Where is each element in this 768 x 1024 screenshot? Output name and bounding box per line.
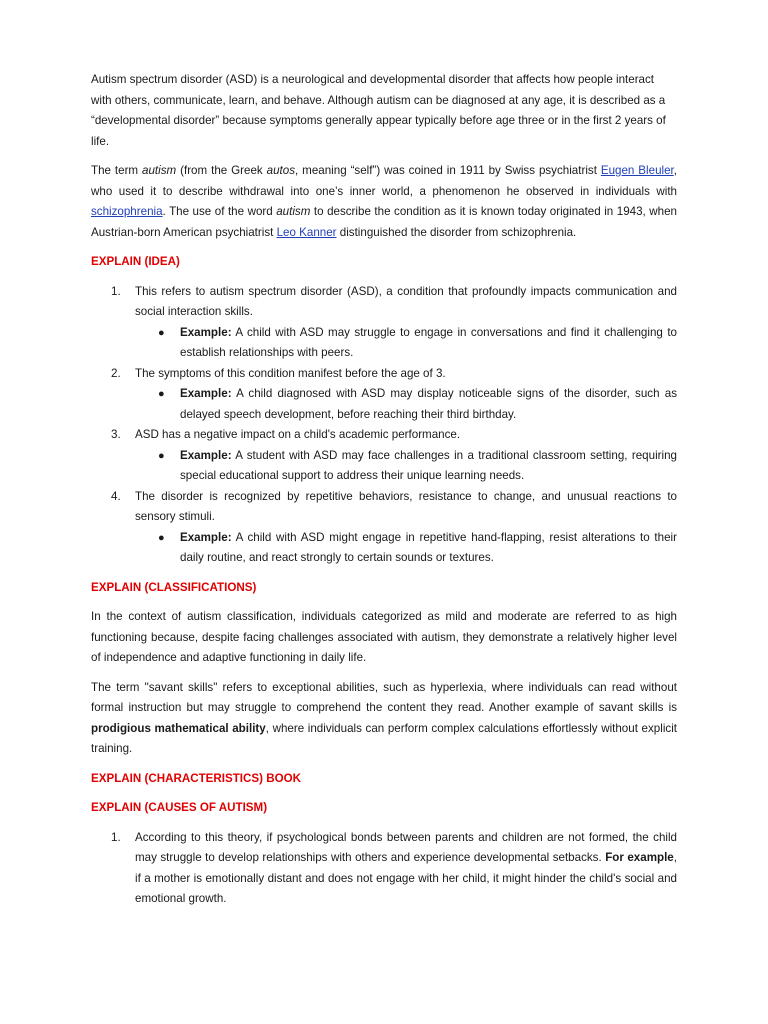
for-example-label: For example [605, 851, 674, 864]
bullet-icon: ● [158, 388, 165, 400]
heading-classifications: EXPLAIN (CLASSIFICATIONS) [91, 580, 257, 594]
list-number: 4. [111, 489, 121, 503]
term-autos: autos [266, 164, 296, 177]
example-item [135, 384, 677, 425]
classification-paragraph: In the context of autism classification, individuals categorized as mild and moderate are referred to as high functioning because, despite facing challenges associated with autism, they demonstrate a relatively higher level of independence and adaptive functioning in daily life. [91, 610, 677, 664]
term-autism: autism [142, 164, 177, 177]
idea-list [91, 282, 677, 569]
heading-causes: EXPLAIN (CAUSES OF AUTISM) [91, 801, 268, 814]
link-leo-kanner[interactable]: Leo Kanner [276, 225, 337, 239]
heading-idea: EXPLAIN (IDEA) [91, 255, 180, 268]
example-label: Example: [180, 530, 232, 544]
example-item [135, 323, 677, 364]
bullet-icon: ● [158, 531, 165, 544]
list-item [91, 487, 677, 569]
example-list [135, 384, 677, 425]
example-item [135, 528, 677, 569]
list-item-text: This refers to autism spectrum disorder (ASD), a condition that profoundly impacts communication and social interaction skills. [135, 284, 677, 318]
heading-characteristics: EXPLAIN (CHARACTERISTICS) BOOK [91, 771, 301, 785]
example-text: A child with ASD may struggle to engage in conversations and find it challenging to establish relationships with peers. [180, 325, 677, 359]
example-text: A child diagnosed with ASD may display noticeable signs of the disorder, such as delayed speech development, before reaching their third birthday. [180, 387, 677, 421]
example-list [135, 446, 677, 487]
example-item [135, 446, 677, 487]
bullet-icon: ● [158, 449, 165, 462]
list-number: 1. [111, 284, 121, 298]
list-item [91, 425, 677, 487]
term-prodigious-math: prodigious mathematical ability [91, 721, 266, 735]
example-list [135, 528, 677, 569]
example-label: Example: [180, 448, 232, 462]
history-paragraph: The term autism (from the Greek autos, meaning “self”) was coined in 1911 by Swiss psychiatrist Eugen Bleuler, who used it to describe withdrawal into one’s inner world, a phenomenon he observed in individuals with schizophrenia. The use of the word autism to describe the condition as it is known today originated in 1943, when Austrian-born American psychiatrist Leo Kanner distinguished the disorder from schizophrenia. [91, 164, 677, 239]
link-schizophrenia[interactable]: schizophrenia [91, 205, 163, 218]
list-item-text: The disorder is recognized by repetitive behaviors, resistance to change, and unusual reactions to sensory stimuli. [135, 489, 677, 523]
list-number: 1. [111, 830, 121, 844]
list-item-text: According to this theory, if psychological bonds between parents and children are not formed, the child may struggle to develop relationships with others and experience developmental setbacks. For example, if a mother is emotionally distant and does not engage with her child, it might hinder the child's social and emotional growth. [135, 830, 677, 905]
list-item [91, 828, 677, 910]
causes-list [91, 828, 677, 910]
intro-paragraph: Autism spectrum disorder (ASD) is a neurological and developmental disorder that affects how people interact with others, communicate, learn, and behave. Although autism can be diagnosed at any age, it is described as a “developmental disorder” because symptoms generally appear typically before age three or in the first 2 years of life. [91, 73, 666, 148]
savant-paragraph: The term "savant skills" refers to exceptional abilities, such as hyperlexia, where individuals can read without formal instruction but may struggle to comprehend the content they read. Another example of savant skills is prodigious mathematical ability, where individuals can perform complex calculations effortlessly without explicit training. [91, 680, 677, 755]
document-page [91, 70, 677, 919]
example-label: Example: [180, 325, 232, 339]
example-label: Example: [180, 387, 232, 400]
term-autism-2: autism [276, 205, 311, 218]
example-list [135, 323, 677, 364]
list-item [91, 282, 677, 364]
list-number: 2. [111, 366, 121, 380]
example-text: A student with ASD may face challenges in a traditional classroom setting, requiring special educational support to address their unique learning needs. [180, 448, 677, 482]
list-item [91, 364, 677, 426]
list-item-text: The symptoms of this condition manifest before the age of 3. [135, 366, 446, 380]
list-item-text: ASD has a negative impact on a child's academic performance. [135, 428, 461, 441]
bullet-icon: ● [158, 326, 165, 339]
list-number: 3. [111, 428, 121, 441]
link-eugen-bleuler[interactable]: Eugen Bleuler [600, 164, 674, 177]
example-text: A child with ASD might engage in repetitive hand-flapping, resist alterations to their daily routine, and react strongly to certain sounds or textures. [180, 530, 677, 564]
